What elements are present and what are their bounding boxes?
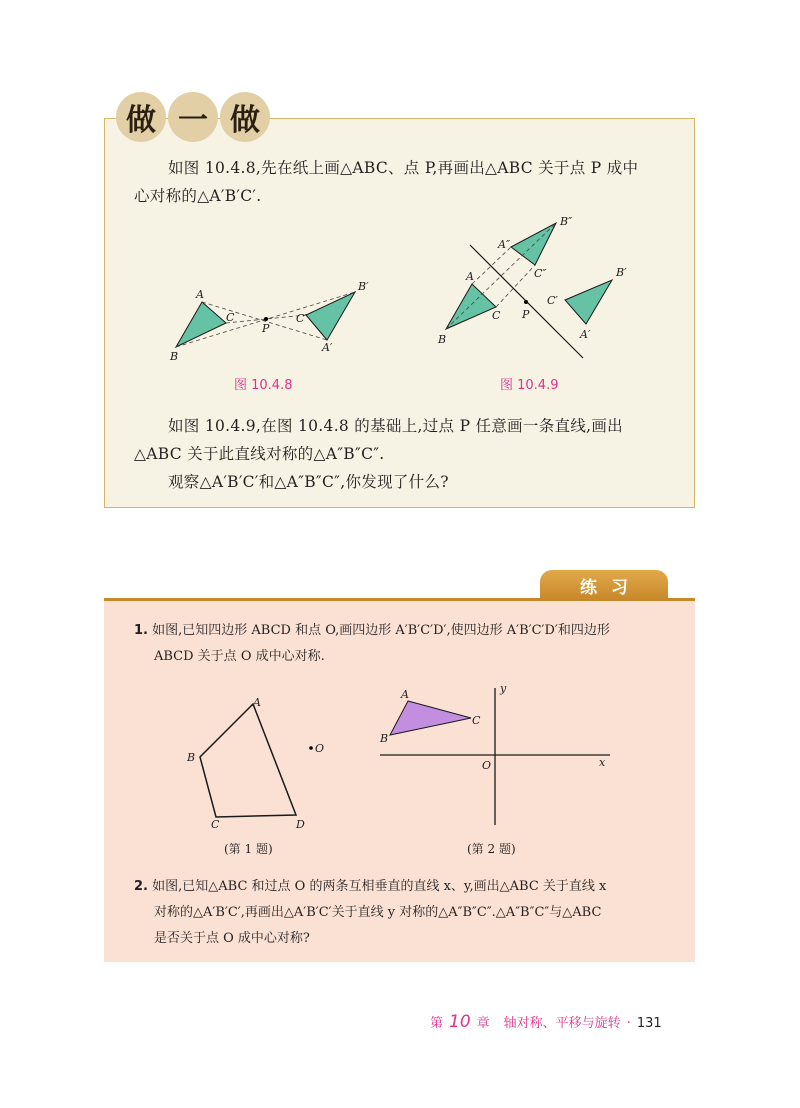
label-a: A [196,288,204,301]
label-p: P [262,322,270,335]
triangle-abc [390,701,471,735]
q2-caption: (第 2 题) [467,842,516,856]
exercise-2-number: 2. [134,879,148,894]
q1-caption: (第 1 题) [224,842,273,856]
label-a2: A″ [498,238,511,251]
activity-para1-line1: 如图 10.4.8,先在纸上画△ABC、点 P,再画出△ABC 关于点 P 成中 [168,159,639,177]
label-d: D [296,818,305,831]
label-a: A [401,688,409,701]
label-p: P [522,308,530,321]
chapter-suffix: 章 [476,1016,490,1031]
page-number: 131 [636,1016,662,1031]
activity-para2-line2: △ABC 关于此直线对称的△A″B″C″. [134,445,385,463]
title-char-2: 一 [168,92,218,142]
label-b1: B′ [616,266,627,279]
fig1-caption: 图 10.4.8 [234,378,293,393]
label-a: A [253,696,261,709]
chapter-prefix: 第 [430,1016,444,1031]
exercise-1-line1: 如图,已知四边形 ABCD 和点 O,画四边形 A′B′C′D′,使四边形 A′B′C′D′和四边形 [152,623,610,638]
label-c1: C′ [547,294,558,307]
practice-tab: 练习 [540,570,668,600]
label-o: O [315,742,325,755]
label-c1: C′ [296,312,307,325]
label-b: B [170,350,179,363]
label-o: O [482,759,492,772]
exercise-2-line1: 如图,已知△ABC 和过点 O 的两条互相垂直的直线 x、y,画出△ABC 关于直线 x [152,879,607,894]
label-b: B [187,751,196,764]
label-b1: B′ [358,280,369,293]
label-b: B [438,333,447,346]
label-a1: A′ [322,341,333,354]
title-char-1: 做 [116,92,166,142]
page-footer [430,1012,662,1032]
label-c: C [211,818,220,831]
fig2-caption: 图 10.4.9 [500,378,559,393]
exercise-2-line3: 是否关于点 O 成中心对称? [154,931,310,946]
chapter-title: 轴对称、平移与旋转 [503,1016,621,1031]
activity-para2-line1: 如图 10.4.9,在图 10.4.8 的基础上,过点 P 任意画一条直线,画出 [168,417,623,435]
activity-para1-line2: 心对称的△A′B′C′. [134,187,262,205]
label-y: y [500,682,507,695]
label-a1: A′ [580,328,591,341]
exercise-2-line2: 对称的△A′B′C′,再画出△A′B′C′关于直线 y 对称的△A″B″C″.△A″B″C″与△ABC [154,905,602,920]
label-a: A [466,270,474,283]
exercise-2 [134,874,606,900]
label-b: B [380,732,389,745]
label-c: C [226,311,235,324]
activity-para2-line3: 观察△A′B′C′和△A″B″C″,你发现了什么? [168,473,449,491]
title-char-3: 做 [220,92,270,142]
chapter-number: 10 [449,1012,471,1032]
label-c2: C″ [534,267,547,280]
exercise-1-line2: ABCD 关于点 O 成中心对称. [154,649,325,664]
label-b2: B″ [560,215,573,228]
footer-dot: · [626,1016,631,1031]
label-x: x [599,756,606,769]
exercise-1-number: 1. [134,623,148,638]
label-c: C [492,309,501,322]
label-c: C [472,714,481,727]
